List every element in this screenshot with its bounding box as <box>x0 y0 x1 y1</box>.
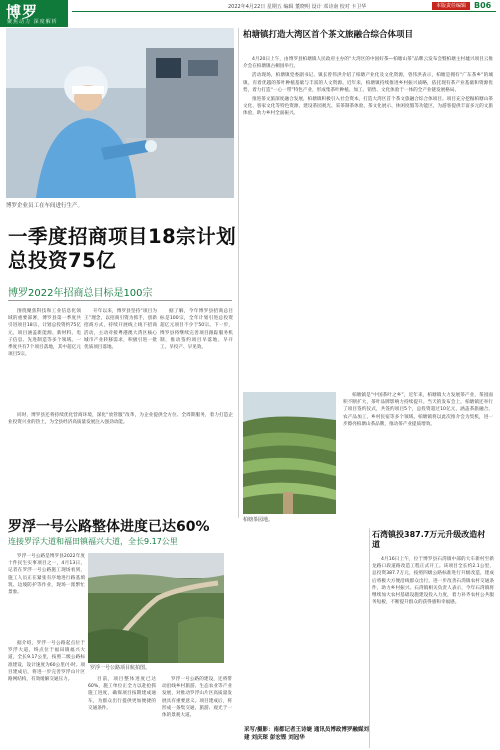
tea-garden-photo <box>243 392 336 514</box>
road-headline: 罗浮一号公路整体进度已达60% <box>8 519 210 535</box>
main-column: 围绕聚焦科技和工业信息化领域的重要部署，博罗县第一季度共引进项目18宗，计划总投资约75亿元，项目涵盖新能源、新材料、电子信息、先进制造等多个领域。一季度共有7个项目落地，其中超亿元项目5宗。 <box>8 309 81 358</box>
headline-rule <box>8 300 232 301</box>
column-divider <box>369 528 370 748</box>
main-column: 据了解，今年博罗县招商总目标是100宗，全年计划引进总投资超亿元项目不少于50宗。下一步，博罗县将继续完善项目跟踪服务机制，推动签约项目早落地、早开工、早投产、早见效。 <box>160 309 233 351</box>
photo2-caption: 柏塘茶园地。 <box>243 517 274 523</box>
shiwan-body: 4月16日上午，位于博罗县石湾镇中部的大车新村至新龙路口段道路改造工程正式开工。该项目全长约2.1公里，总投资387.7万元，按照四级公路标准进行升级改造，建成后将极大方便沿线群众出行，进一步改善石湾镇农村交通条件，助力乡村振兴。石湾镇相关负责人表示，今年石湾镇将继续加大农村基础设施建设投入力度，着力补齐农村公共服务短板，不断提升群众的获得感和幸福感。 <box>372 557 494 606</box>
main-column: 开年以来，博罗县坚持“项目为王”理念，以招商引资为抓手，创新招商方式，持续开展线上线下招商活动，主动对接粤港澳大湾区核心城市产业转移需求，积极引进一批优质项目落地。 <box>84 309 157 351</box>
road-aerial-photo <box>88 553 224 663</box>
baitang-paragraph: 4月20日上午，由博罗县柏塘镇人民政府主办的“大湾区的中国好茶—柏塘山茶”品牌云发布会暨柏塘主村墟兴项目云推介会在柏塘镇古桐园举行。 <box>243 57 493 70</box>
brand-title: 博罗 <box>6 3 39 21</box>
page-number: B06 <box>474 1 492 10</box>
byline-credit: 采写/摄影：南都记者王诗婕 通讯员博政博罗融媒刘建 刘庆琛 彭宏铿 刘冠华 <box>244 727 369 741</box>
baitang-paragraph: 推进茶文旅深度融合发展，柏塘镇积极引入社会资本，打造大湾区首个茶文旅融合综合体项目。项目充分挖掘柏塘山茶文化、客家文化等特色资源，建设茶园观光、采茶制茶体验、茶文化展示、休闲度假等功能区，为游客提供丰富多元的文旅体验，助力乡村全面振兴。 <box>243 97 493 117</box>
main-subtitle: 博罗2022年招商总目标是100宗 <box>8 288 153 299</box>
baitang-continued: 柏塘镇是“中国茶叶之乡”，近年来，柏塘镇大力发展茶产业，茶园面积不断扩大，茶叶品牌影响力持续提升。当天的发布会上，柏塘镇还举行了项目签约仪式，共签约项目5个，总投资超过10亿元，涵盖茶旅融合、农产品加工、乡村民宿等多个领域。柏塘镇将以此次推介会为契机，进一步擦亮柏塘山茶品牌，推动茶产业提质增效。 <box>343 393 493 427</box>
baitang-body <box>243 56 493 118</box>
baitang-paragraph: 活动现场，柏塘镇党委副书记、镇长曾伟洪介绍了柏塘产业化及文化资源，曾伟洪表示，柏塘是拥有“广东茶乡”的城镇，有着优越的茶叶种植基础与丰富的人文资源。近年来，柏塘镇持续推进乡村振兴战略，依托现有茶产业基础和资源优势，着力打造“一心一带”特色产业，形成集茶叶种植、加工、销售、文化体验于一体的全产业链发展格局。 <box>243 73 493 93</box>
road-subtitle: 连接罗浮大道和福田镇福兴大道，全长9.17公里 <box>8 537 178 546</box>
masthead-rule <box>72 11 496 12</box>
road-column: 目前，项目整体进度已达60%，施工单位正全力以赴抢抓施工进度，确保项目按期建成通车，为群众出行提供更加便捷的交通条件。 <box>88 677 156 711</box>
road-column: 据介绍，罗浮一号公路起点位于罗浮大道，终点位于福田镇福兴大道，全长9.17公里，按照二级公路标准建设，设计速度为60公里/小时。项目建成后，将进一步完善罗浮山片区路网结构，有效缓解交通压力。 <box>8 641 85 683</box>
brand-slogan: 聚焦动力 深度解析 <box>7 19 58 25</box>
photo3-caption: 罗浮一号公路项目航拍图。 <box>90 665 151 671</box>
baitang-headline: 柏塘镇打造大湾区首个茶文旅融合综合体项目 <box>243 30 414 40</box>
dateline: 2022年4月22日 星期五 编辑 董晓明 设计 邓诗南 校对 卡卫华 <box>228 4 367 10</box>
road-column: 罗浮一号公路的建设，还将带动沿线乡村旅游、生态农业等产业发展，对推动罗浮山片区高质量发展具有重要意义。项目建成后，将形成一条集交通、旅游、观光于一体的景观大道。 <box>162 677 232 719</box>
road-column: 罗浮一号公路是博罗县2022年度十件民生实事项目之一，4月13日，记者在罗浮一号公路施工现场看到，施工人员正在紧张有序地进行路基填筑、边坡防护等作业，现场一派繁忙景象。 <box>8 554 85 596</box>
section-tag: 本版责任编辑 <box>432 2 470 10</box>
main-column: 同时，博罗县还将持续优化营商环境，深化“放管服”改革，为企业提供全方位、全周期服务，着力打造企业投资兴业的热土，为全县经济高质量发展注入强劲动能。 <box>8 413 233 426</box>
shiwan-headline: 石湾镇投387.7万元升级改造村道 <box>372 530 486 549</box>
column-divider <box>238 28 239 518</box>
photo1-caption: 博罗企业员工在车间进行生产。 <box>6 203 84 209</box>
main-headline: 一季度招商项目18宗计划总投资75亿 <box>8 225 237 272</box>
factory-worker-photo <box>6 28 234 198</box>
